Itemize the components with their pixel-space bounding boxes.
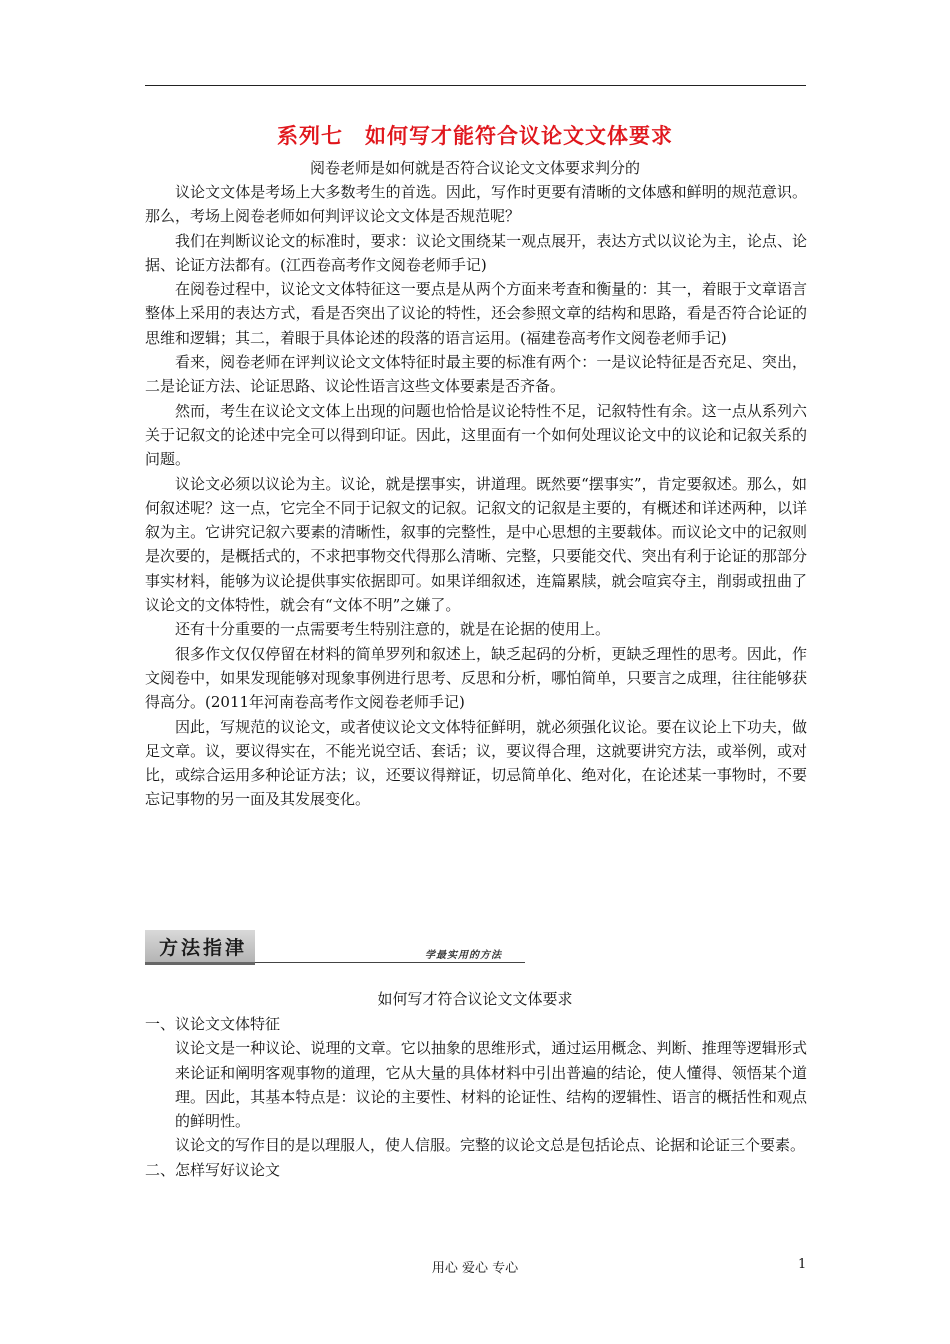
banner-underline	[255, 962, 525, 963]
section-heading: 二、怎样写好议论文	[145, 1160, 281, 1179]
page-number: 1	[798, 1257, 807, 1272]
body-paragraph: 还有十分重要的一点需要考生特别注意的，就是在论据的使用上。	[175, 620, 611, 639]
body-paragraph: 很多作文仅仅停留在材料的简单罗列和叙述上，缺乏起码的分析，更缺乏理性的思考。因此，作文阅卷中，如果发现能够对现象事例进行思考、反思和分析，哪怕简单，只要言之成理，往往能够获得高分。(2011年河南卷高考作文阅卷老师手记)	[145, 644, 807, 712]
page-title: 系列七 如何写才能符合议论文文体要求	[277, 123, 673, 148]
methods-paragraph: 议论文的写作目的是以理服人，使人信服。完整的议论文总是包括论点、论据和论证三个要素。	[175, 1136, 806, 1155]
header-rule	[145, 85, 806, 86]
body-paragraph: 因此，写规范的议论文，或者使议论文文体特征鲜明，就必须强化议论。要在议论上下功夫，做足文章。议，要议得实在，不能光说空话、套话；议，要议得合理，这就要讲究方法，或举例，或对比，或综合运用多种论证方法；议，还要议得辩证，切忌简单化、绝对化，在论述某一事物时，不要忘记事物的另一面及其发展变化。	[145, 717, 807, 809]
body-paragraph: 在阅卷过程中，议论文文体特征这一要点是从两个方面来考查和衡量的：其一，着眼于文章语言整体上采用的表达方式，看是否突出了议论的特性，还会参照文章的结构和思路，看是否符合论证的思维和逻辑；其二，着眼于具体论述的段落的语言运用。(福建卷高考作文阅卷老师手记)	[145, 280, 807, 347]
body-paragraph: 议论文必须以议论为主。议论，就是摆事实，讲道理。既然要“摆事实”，肯定要叙述。那么，如何叙述呢？这一点，它完全不同于记叙文的记叙。记叙文的记叙是主要的，有概述和详述两种，以详叙为主。它讲究记叙六要素的清晰性，叙事的完整性，是中心思想的主要载体。而议论文中的记叙则是次要的，是概括式的，不求把事物交代得那么清晰、完整，只要能交代、突出有利于论证的那部分事实材料，能够为议论提供事实依据即可。如果详细叙述，连篇累牍，就会喧宾夺主，削弱或扭曲了议论文的文体特性，就会有“文体不明”之嫌了。	[145, 474, 807, 615]
footer-text: 用心 爱心 专心	[431, 1261, 519, 1276]
body-paragraph: 看来，阅卷老师在评判议论文文体特征时最主要的标准有两个：一是议论特征是否充足、突出，二是论证方法、论证思路、议论性语言这些文体要素是否齐备。	[145, 353, 807, 396]
article-body	[145, 180, 807, 812]
body-paragraph: 然而，考生在议论文文体上出现的问题也恰恰是议论特性不足，记叙特性有余。这一点从系列六关于记叙文的论述中完全可以得到印证。因此，这里面有一个如何处理议论文中的议论和记叙关系的问题。	[145, 401, 807, 469]
methods-banner	[145, 930, 525, 966]
methods-title: 如何写才符合议论文文体要求	[377, 990, 573, 1008]
page-subtitle: 阅卷老师是如何就是否符合议论文文体要求判分的	[309, 159, 640, 177]
banner-slogan: 学最实用的方法	[425, 950, 502, 961]
methods-paragraph: 议论文是一种议论、说理的文章。它以抽象的思维形式，通过运用概念、判断、推理等逻辑形式来论证和阐明客观事物的道理，它从大量的具体材料中引出普遍的结论，使人懂得、领悟某个道理。因此，其基本特点是：议论的主要性、材料的论证性、结构的逻辑性、语言的概括性和观点的鲜明性。	[175, 1039, 807, 1131]
body-paragraph: 我们在判断议论文的标准时，要求：议论文围绕某一观点展开，表达方式以议论为主，论点、论据、论证方法都有。(江西卷高考作文阅卷老师手记)	[145, 231, 807, 274]
section-heading: 一、议论文文体特征	[145, 1015, 281, 1033]
body-paragraph: 议论文文体是考场上大多数考生的首选。因此，写作时更要有清晰的文体感和鲜明的规范意识。那么，考场上阅卷老师如何判评议论文文体是否规范呢？	[145, 183, 807, 226]
banner-label: 方法指津	[159, 937, 248, 959]
methods-body	[145, 1012, 807, 1182]
